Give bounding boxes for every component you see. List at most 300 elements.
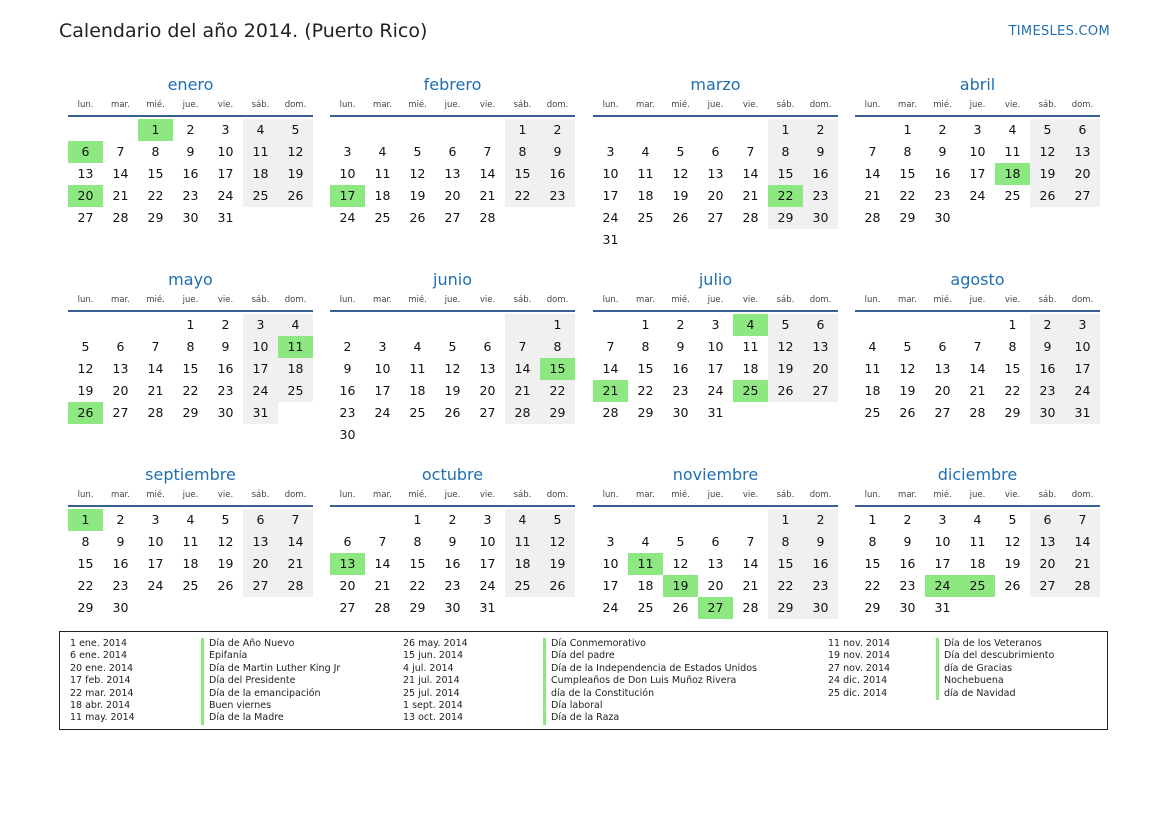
day-cell: 11 [969, 534, 986, 549]
day-cell: 31 [243, 402, 278, 424]
day-cell: 8 [868, 534, 877, 549]
weekday-label: dom. [809, 100, 832, 110]
day-cell: 10 [934, 534, 951, 549]
day-cell: 9 [448, 534, 457, 549]
day-cell: 25 [374, 210, 391, 225]
weekday-label: dom. [284, 490, 307, 500]
weekday-label: mar. [898, 490, 917, 500]
legend-holiday-name: Nochebuena [936, 675, 1054, 687]
day-cell: 8 [768, 141, 803, 163]
empty-day-cell [330, 314, 365, 336]
day-cell: 11 [864, 361, 881, 376]
day-cell: 24 [374, 405, 391, 420]
weekday-label: lun. [602, 100, 619, 110]
empty-day-cell [470, 119, 505, 141]
day-cell: 30 [803, 597, 838, 619]
day-cell: 5 [540, 509, 575, 531]
day-cell: 18 [969, 556, 986, 571]
day-cell: 18 [742, 361, 759, 376]
day-cell: 2 [221, 317, 230, 332]
holiday-day-cell: 6 [68, 141, 103, 163]
day-cell: 6 [1030, 509, 1065, 531]
legend-date: 6 ene. 2014 [70, 650, 127, 662]
day-cell: 23 [803, 185, 838, 207]
day-cell: 9 [221, 339, 230, 354]
day-cell: 10 [707, 339, 724, 354]
day-cell: 16 [217, 361, 234, 376]
day-cell: 30 [1030, 402, 1065, 424]
day-cell: 27 [1065, 185, 1100, 207]
legend-holiday-name: Día de Año Nuevo [201, 638, 340, 650]
day-cell: 2 [1030, 314, 1065, 336]
legend-dates-col-1 [70, 638, 135, 725]
day-cell: 22 [768, 575, 803, 597]
month-title: octubre [421, 465, 484, 484]
empty-day-cell [400, 314, 435, 336]
day-cell: 9 [343, 361, 352, 376]
empty-day-cell [925, 314, 960, 336]
weekday-label: dom. [546, 295, 569, 305]
day-cell: 3 [973, 122, 982, 137]
day-cell: 28 [479, 210, 496, 225]
weekday-label: vie. [1004, 100, 1021, 110]
day-cell: 27 [243, 575, 278, 597]
weekday-header [330, 487, 575, 507]
weekday-label: mar. [373, 295, 392, 305]
weekday-label: mié. [146, 490, 165, 500]
day-cell: 11 [742, 339, 759, 354]
month-title: septiembre [145, 465, 236, 484]
day-cell: 20 [707, 188, 724, 203]
day-cell: 17 [602, 188, 619, 203]
day-cell: 11 [505, 531, 540, 553]
empty-day-cell [68, 119, 103, 141]
days-grid [68, 509, 313, 619]
day-cell: 14 [742, 166, 759, 181]
day-cell: 21 [742, 188, 759, 203]
day-cell: 29 [637, 405, 654, 420]
month-marzo [593, 73, 838, 251]
day-cell: 27 [479, 405, 496, 420]
day-cell: 11 [637, 166, 654, 181]
day-cell: 15 [147, 166, 164, 181]
weekday-label: jue. [969, 100, 986, 110]
day-cell: 7 [151, 339, 160, 354]
legend-holiday-name: Día de los Veteranos [936, 638, 1054, 650]
day-cell: 17 [707, 361, 724, 376]
day-cell: 5 [903, 339, 912, 354]
day-cell: 19 [444, 383, 461, 398]
day-cell: 3 [151, 512, 160, 527]
month-mayo [68, 268, 313, 424]
legend-holiday-name: Día del Presidente [201, 675, 340, 687]
day-cell: 18 [505, 553, 540, 575]
day-cell: 24 [147, 578, 164, 593]
weekday-label: mié. [146, 100, 165, 110]
day-cell: 5 [1008, 512, 1017, 527]
day-cell: 26 [672, 600, 689, 615]
empty-day-cell [435, 314, 470, 336]
day-cell: 22 [637, 383, 654, 398]
day-cell: 8 [151, 144, 160, 159]
day-cell: 26 [1004, 578, 1021, 593]
day-cell: 25 [1004, 188, 1021, 203]
day-cell: 5 [448, 339, 457, 354]
day-cell: 21 [1065, 553, 1100, 575]
weekday-label: sáb. [776, 490, 795, 500]
day-cell: 3 [221, 122, 230, 137]
day-cell: 6 [116, 339, 125, 354]
day-cell: 24 [479, 578, 496, 593]
month-title: agosto [950, 270, 1005, 289]
holiday-day-cell: 22 [768, 185, 803, 207]
weekday-header [68, 487, 313, 507]
day-cell: 26 [672, 210, 689, 225]
legend-date: 22 mar. 2014 [70, 687, 134, 699]
empty-day-cell [855, 119, 890, 141]
weekday-label: vie. [742, 490, 759, 500]
legend-names-col-3 [936, 638, 1054, 700]
legend-date: 11 nov. 2014 [828, 638, 891, 649]
day-cell: 5 [676, 534, 685, 549]
legend-date: 21 jul. 2014 [403, 675, 460, 687]
day-cell: 18 [409, 383, 426, 398]
empty-day-cell [628, 509, 663, 531]
legend-date: 13 oct. 2014 [403, 712, 464, 724]
day-cell: 10 [602, 556, 619, 571]
day-cell: 10 [374, 361, 391, 376]
legend-date: 26 may. 2014 [403, 638, 468, 649]
day-cell: 20 [803, 358, 838, 380]
weekday-label: jue. [444, 100, 461, 110]
day-cell: 8 [768, 531, 803, 553]
day-cell: 11 [1004, 144, 1021, 159]
day-cell: 3 [606, 144, 615, 159]
day-cell: 19 [1004, 556, 1021, 571]
day-cell: 5 [676, 144, 685, 159]
weekday-label: mar. [636, 100, 655, 110]
day-cell: 17 [147, 556, 164, 571]
empty-day-cell [103, 314, 138, 336]
weekday-label: lun. [864, 490, 881, 500]
day-cell: 22 [147, 188, 164, 203]
legend-date: 15 jun. 2014 [403, 650, 464, 662]
day-cell: 3 [483, 512, 492, 527]
day-cell: 14 [505, 358, 540, 380]
day-cell: 28 [742, 210, 759, 225]
day-cell: 1 [768, 509, 803, 531]
day-cell: 12 [672, 556, 689, 571]
day-cell: 27 [934, 405, 951, 420]
weekday-label: mié. [408, 100, 427, 110]
weekday-label: mié. [933, 100, 952, 110]
day-cell: 30 [672, 405, 689, 420]
day-cell: 18 [374, 188, 391, 203]
day-cell: 9 [803, 531, 838, 553]
day-cell: 6 [243, 509, 278, 531]
day-cell: 14 [112, 166, 129, 181]
day-cell: 18 [637, 578, 654, 593]
day-cell: 28 [742, 600, 759, 615]
month-abril [855, 73, 1100, 229]
day-cell: 16 [899, 556, 916, 571]
day-cell: 15 [768, 163, 803, 185]
day-cell: 2 [116, 512, 125, 527]
legend-names-col-1 [201, 638, 340, 725]
day-cell: 9 [938, 144, 947, 159]
empty-day-cell [663, 509, 698, 531]
day-cell: 25 [505, 575, 540, 597]
day-cell: 22 [540, 380, 575, 402]
day-cell: 13 [934, 361, 951, 376]
day-cell: 1 [186, 317, 195, 332]
day-cell: 13 [707, 556, 724, 571]
day-cell: 5 [81, 339, 90, 354]
empty-day-cell [365, 119, 400, 141]
day-cell: 13 [77, 166, 94, 181]
weekday-label: vie. [742, 295, 759, 305]
day-cell: 10 [339, 166, 356, 181]
day-cell: 6 [711, 144, 720, 159]
days-grid [855, 509, 1100, 619]
day-cell: 13 [479, 361, 496, 376]
legend-names-col-2 [543, 638, 757, 725]
day-cell: 2 [938, 122, 947, 137]
day-cell: 28 [374, 600, 391, 615]
days-grid [593, 119, 838, 251]
weekday-label: mar. [111, 295, 130, 305]
day-cell: 21 [969, 383, 986, 398]
day-cell: 5 [768, 314, 803, 336]
days-grid [330, 314, 575, 446]
month-diciembre [855, 463, 1100, 619]
weekday-label: mar. [373, 490, 392, 500]
day-cell: 1 [868, 512, 877, 527]
weekday-label: mié. [408, 490, 427, 500]
day-cell: 24 [243, 380, 278, 402]
day-cell: 13 [243, 531, 278, 553]
day-cell: 31 [602, 232, 619, 247]
day-cell: 23 [899, 578, 916, 593]
weekday-label: vie. [217, 490, 234, 500]
day-cell: 3 [378, 339, 387, 354]
day-cell: 22 [864, 578, 881, 593]
day-cell: 22 [1004, 383, 1021, 398]
day-cell: 30 [934, 210, 951, 225]
day-cell: 14 [602, 361, 619, 376]
empty-day-cell [890, 314, 925, 336]
day-cell: 27 [112, 405, 129, 420]
weekday-label: sáb. [1038, 100, 1057, 110]
weekday-label: sáb. [776, 295, 795, 305]
weekday-header [593, 97, 838, 117]
day-cell: 25 [182, 578, 199, 593]
day-cell: 29 [182, 405, 199, 420]
weekday-label: jue. [182, 100, 199, 110]
month-septiembre [68, 463, 313, 619]
empty-day-cell [138, 314, 173, 336]
brand-link[interactable]: TIMESLES.COM [1008, 24, 1110, 39]
weekday-label: sáb. [251, 490, 270, 500]
day-cell: 28 [602, 405, 619, 420]
day-cell: 31 [1065, 402, 1100, 424]
day-cell: 12 [768, 336, 803, 358]
day-cell: 4 [868, 339, 877, 354]
day-cell: 8 [505, 141, 540, 163]
weekday-label: lun. [864, 295, 881, 305]
day-cell: 31 [707, 405, 724, 420]
day-cell: 12 [672, 166, 689, 181]
holiday-day-cell: 4 [733, 314, 768, 336]
day-cell: 14 [479, 166, 496, 181]
weekday-label: mié. [671, 295, 690, 305]
day-cell: 16 [1030, 358, 1065, 380]
day-cell: 29 [409, 600, 426, 615]
day-cell: 28 [864, 210, 881, 225]
weekday-label: jue. [969, 490, 986, 500]
weekday-label: lun. [77, 490, 94, 500]
weekday-label: jue. [182, 490, 199, 500]
day-cell: 14 [147, 361, 164, 376]
month-title: junio [433, 270, 472, 289]
day-cell: 28 [1065, 575, 1100, 597]
empty-day-cell [663, 119, 698, 141]
day-cell: 25 [864, 405, 881, 420]
weekday-label: dom. [546, 100, 569, 110]
weekday-label: vie. [217, 100, 234, 110]
holiday-day-cell: 24 [925, 575, 960, 597]
day-cell: 31 [479, 600, 496, 615]
day-cell: 24 [969, 188, 986, 203]
day-cell: 2 [343, 339, 352, 354]
legend-date: 1 sept. 2014 [403, 700, 463, 712]
empty-day-cell [855, 314, 890, 336]
weekday-label: mar. [111, 490, 130, 500]
day-cell: 2 [448, 512, 457, 527]
empty-day-cell [330, 509, 365, 531]
legend-holiday-name: día de la Constitución [543, 688, 757, 700]
weekday-label: dom. [546, 490, 569, 500]
weekday-label: mar. [111, 100, 130, 110]
day-cell: 7 [505, 336, 540, 358]
day-cell: 31 [217, 210, 234, 225]
day-cell: 5 [413, 144, 422, 159]
day-cell: 30 [339, 427, 356, 442]
day-cell: 12 [77, 361, 94, 376]
weekday-label: sáb. [513, 100, 532, 110]
day-cell: 19 [540, 553, 575, 575]
day-cell: 27 [707, 210, 724, 225]
day-cell: 13 [707, 166, 724, 181]
day-cell: 15 [899, 166, 916, 181]
day-cell: 30 [112, 600, 129, 615]
day-cell: 11 [182, 534, 199, 549]
empty-day-cell [470, 314, 505, 336]
day-cell: 30 [803, 207, 838, 229]
day-cell: 15 [77, 556, 94, 571]
day-cell: 16 [112, 556, 129, 571]
day-cell: 3 [243, 314, 278, 336]
day-cell: 20 [707, 578, 724, 593]
day-cell: 10 [1065, 336, 1100, 358]
day-cell: 26 [409, 210, 426, 225]
weekday-label: mar. [636, 295, 655, 305]
weekday-label: mié. [408, 295, 427, 305]
weekday-label: vie. [742, 100, 759, 110]
day-cell: 27 [1030, 575, 1065, 597]
weekday-header [330, 97, 575, 117]
day-cell: 14 [374, 556, 391, 571]
holiday-day-cell: 27 [698, 597, 733, 619]
day-cell: 12 [217, 534, 234, 549]
day-cell: 18 [637, 188, 654, 203]
day-cell: 20 [1065, 163, 1100, 185]
day-cell: 6 [803, 314, 838, 336]
day-cell: 2 [903, 512, 912, 527]
day-cell: 9 [186, 144, 195, 159]
day-cell: 9 [1030, 336, 1065, 358]
day-cell: 24 [1065, 380, 1100, 402]
weekday-label: mié. [671, 100, 690, 110]
day-cell: 18 [864, 383, 881, 398]
day-cell: 22 [409, 578, 426, 593]
day-cell: 28 [505, 402, 540, 424]
day-cell: 4 [641, 534, 650, 549]
weekday-label: mar. [636, 490, 655, 500]
weekday-label: sáb. [251, 100, 270, 110]
legend-date: 24 dic. 2014 [828, 675, 888, 687]
empty-day-cell [698, 509, 733, 531]
day-cell: 3 [1065, 314, 1100, 336]
day-cell: 13 [444, 166, 461, 181]
weekday-label: jue. [707, 295, 724, 305]
day-cell: 9 [116, 534, 125, 549]
holiday-day-cell: 19 [663, 575, 698, 597]
day-cell: 15 [637, 361, 654, 376]
weekday-label: mar. [373, 100, 392, 110]
day-cell: 25 [243, 185, 278, 207]
empty-day-cell [698, 119, 733, 141]
empty-day-cell [960, 314, 995, 336]
day-cell: 27 [339, 600, 356, 615]
legend-holiday-name: Día de Martin Luther King Jr [201, 663, 340, 675]
month-title: marzo [690, 75, 741, 94]
day-cell: 20 [112, 383, 129, 398]
day-cell: 24 [707, 383, 724, 398]
month-octubre [330, 463, 575, 619]
day-cell: 15 [409, 556, 426, 571]
day-cell: 22 [505, 185, 540, 207]
day-cell: 16 [672, 361, 689, 376]
day-cell: 28 [112, 210, 129, 225]
month-title: noviembre [672, 465, 759, 484]
day-cell: 12 [1030, 141, 1065, 163]
day-cell: 7 [378, 534, 387, 549]
day-cell: 21 [864, 188, 881, 203]
day-cell: 6 [483, 339, 492, 354]
day-cell: 10 [243, 336, 278, 358]
empty-day-cell [365, 314, 400, 336]
day-cell: 12 [899, 361, 916, 376]
day-cell: 13 [112, 361, 129, 376]
day-cell: 24 [602, 210, 619, 225]
day-cell: 3 [606, 534, 615, 549]
day-cell: 7 [606, 339, 615, 354]
legend-holiday-name: Día de la emancipación [201, 688, 340, 700]
day-cell: 14 [969, 361, 986, 376]
empty-day-cell [733, 509, 768, 531]
day-cell: 23 [112, 578, 129, 593]
